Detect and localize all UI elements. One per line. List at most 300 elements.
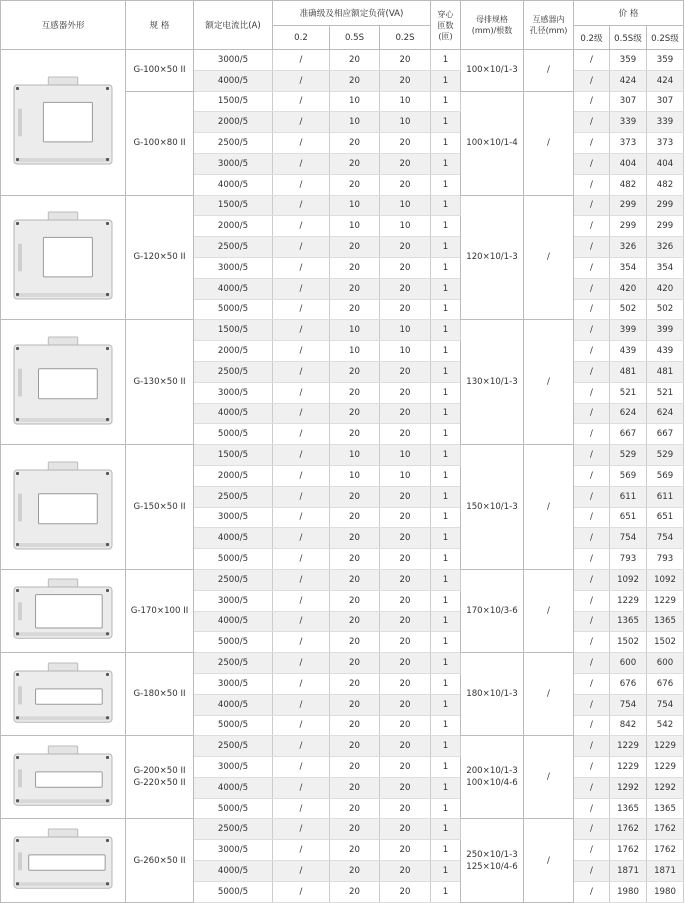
header-spec: 规 格 [126,1,194,50]
price-05s-cell: 404 [610,153,647,174]
price-02s-cell: 1762 [647,819,684,840]
price-05s-cell: 502 [610,299,647,320]
price-05s-cell: 529 [610,445,647,466]
load-02s-cell: 20 [380,361,431,382]
spec-cell [126,50,194,92]
price-05s-cell: 624 [610,403,647,424]
price-02s-cell: 793 [647,549,684,570]
price-02-cell: / [574,91,610,112]
turns-cell: 1 [431,153,461,174]
load-02-cell: / [273,569,330,590]
load-05s-cell: 20 [330,715,380,736]
ratio-cell: 4000/5 [194,611,273,632]
load-02s-cell: 10 [380,112,431,133]
price-05s-cell: 651 [610,507,647,528]
busbar-label: 120×10/1-3 [466,252,518,263]
spec-cell [126,819,194,902]
price-02-cell: / [574,549,610,570]
load-02s-cell: 20 [380,590,431,611]
price-02-cell: / [574,403,610,424]
load-02s-cell: 20 [380,881,431,902]
load-02s-cell: 20 [380,133,431,154]
turns-cell: 1 [431,341,461,362]
hole-cell: / [524,50,574,92]
turns-cell: 1 [431,278,461,299]
load-02s-cell: 20 [380,569,431,590]
load-02-cell: / [273,611,330,632]
load-05s-cell: 20 [330,528,380,549]
turns-cell: 1 [431,819,461,840]
load-05s-cell: 20 [330,424,380,445]
hole-cell: / [524,819,574,902]
price-02-cell: / [574,153,610,174]
load-05s-cell: 10 [330,320,380,341]
ratio-cell: 2500/5 [194,361,273,382]
price-02s-cell: 1502 [647,632,684,653]
turns-cell: 1 [431,653,461,674]
load-05s-cell: 10 [330,112,380,133]
table-row [1,736,684,757]
load-02s-cell: 20 [380,50,431,71]
price-02-cell: / [574,278,610,299]
load-05s-cell: 10 [330,195,380,216]
busbar-label: 125×10/4-6 [466,861,518,872]
load-05s-cell: 20 [330,257,380,278]
price-05s-cell: 359 [610,50,647,71]
turns-cell: 1 [431,112,461,133]
hole-cell: / [524,653,574,736]
load-05s-cell: 20 [330,632,380,653]
price-02-cell: / [574,133,610,154]
busbar-label: 100×10/1-4 [466,138,518,149]
load-02-cell: / [273,445,330,466]
price-05s-cell: 482 [610,174,647,195]
turns-cell: 1 [431,403,461,424]
ct-photo-cell [1,569,126,652]
load-02-cell: / [273,507,330,528]
load-02s-cell: 20 [380,673,431,694]
ct-photo-cell [1,819,126,902]
price-02s-cell: 1980 [647,881,684,902]
price-05s-cell: 299 [610,216,647,237]
price-02-cell: / [574,819,610,840]
price-02s-cell: 542 [647,715,684,736]
table-row [1,569,684,590]
busbar-label: 250×10/1-3 [466,849,518,860]
transformer-square-photo-icon [8,75,118,170]
ratio-cell: 2500/5 [194,653,273,674]
turns-cell: 1 [431,486,461,507]
price-02-cell: / [574,445,610,466]
ratio-cell: 2500/5 [194,819,273,840]
price-02-cell: / [574,70,610,91]
price-05s-cell: 373 [610,133,647,154]
transformer-large-window-photo-icon [8,577,118,644]
ratio-cell: 1500/5 [194,195,273,216]
price-02-cell: / [574,50,610,71]
busbar-cell [461,50,524,92]
load-02-cell: / [273,736,330,757]
spec-cell [126,653,194,736]
load-05s-cell: 20 [330,611,380,632]
busbar-cell [461,91,524,195]
price-02s-cell: 399 [647,320,684,341]
price-02-cell: / [574,237,610,258]
load-02s-cell: 20 [380,694,431,715]
price-02s-cell: 1229 [647,757,684,778]
load-02s-cell: 20 [380,736,431,757]
hole-cell: / [524,320,574,445]
header-price-02: 0.2级 [574,26,610,50]
price-05s-cell: 667 [610,424,647,445]
load-02-cell: / [273,694,330,715]
load-05s-cell: 20 [330,881,380,902]
turns-cell: 1 [431,361,461,382]
turns-cell: 1 [431,549,461,570]
price-05s-cell: 1229 [610,590,647,611]
busbar-label: 100×10/4-6 [466,778,518,789]
price-02s-cell: 651 [647,507,684,528]
load-02-cell: / [273,195,330,216]
price-02-cell: / [574,632,610,653]
load-02-cell: / [273,798,330,819]
turns-cell: 1 [431,320,461,341]
price-02-cell: / [574,777,610,798]
price-02s-cell: 299 [647,195,684,216]
ratio-cell: 2500/5 [194,133,273,154]
price-02-cell: / [574,257,610,278]
header-hole-line1: 互感器内 [532,15,565,24]
load-02-cell: / [273,486,330,507]
ct-photo-cell [1,195,126,320]
ratio-cell: 4000/5 [194,694,273,715]
table-body [1,50,684,903]
turns-cell: 1 [431,50,461,71]
transformer-slot-photo-icon [8,744,118,811]
ratio-cell: 5000/5 [194,881,273,902]
turns-cell: 1 [431,694,461,715]
load-02-cell: / [273,70,330,91]
load-05s-cell: 20 [330,174,380,195]
table-row [1,653,684,674]
price-02-cell: / [574,424,610,445]
load-05s-cell: 20 [330,549,380,570]
price-02-cell: / [574,382,610,403]
load-05s-cell: 20 [330,736,380,757]
load-05s-cell: 20 [330,673,380,694]
load-02s-cell: 20 [380,507,431,528]
table-row [1,195,684,216]
load-02-cell: / [273,528,330,549]
header-load-05s: 0.5S [330,26,380,50]
price-02s-cell: 600 [647,653,684,674]
ratio-cell: 5000/5 [194,424,273,445]
price-05s-cell: 424 [610,70,647,91]
price-02-cell: / [574,798,610,819]
load-02s-cell: 20 [380,403,431,424]
ratio-cell: 2000/5 [194,216,273,237]
header-busbar-line2: (mm)/根数 [471,26,513,35]
price-02-cell: / [574,112,610,133]
ratio-cell: 4000/5 [194,70,273,91]
turns-cell: 1 [431,195,461,216]
ratio-cell: 2000/5 [194,341,273,362]
price-02-cell: / [574,653,610,674]
spec-label: G-100×80 II [133,138,186,149]
price-05s-cell: 1365 [610,798,647,819]
header-load-02s: 0.2S [380,26,431,50]
ratio-cell: 2500/5 [194,237,273,258]
price-02s-cell: 307 [647,91,684,112]
turns-cell: 1 [431,174,461,195]
header-load-group: 准确级及相应额定负荷(VA) [273,1,431,26]
busbar-cell [461,445,524,570]
price-02s-cell: 667 [647,424,684,445]
spec-label: G-220×50 II [133,778,186,789]
turns-cell: 1 [431,881,461,902]
ratio-cell: 2000/5 [194,112,273,133]
turns-cell: 1 [431,715,461,736]
load-05s-cell: 10 [330,216,380,237]
price-02s-cell: 424 [647,70,684,91]
price-02s-cell: 676 [647,673,684,694]
load-02-cell: / [273,819,330,840]
price-02-cell: / [574,569,610,590]
load-02-cell: / [273,133,330,154]
load-02s-cell: 20 [380,715,431,736]
price-02s-cell: 439 [647,341,684,362]
hole-cell: / [524,91,574,195]
load-05s-cell: 20 [330,507,380,528]
load-02s-cell: 20 [380,653,431,674]
load-05s-cell: 10 [330,465,380,486]
ct-photo-cell [1,320,126,445]
price-05s-cell: 611 [610,486,647,507]
table-row [1,320,684,341]
load-05s-cell: 20 [330,486,380,507]
load-05s-cell: 10 [330,91,380,112]
load-02s-cell: 20 [380,257,431,278]
ratio-cell: 1500/5 [194,445,273,466]
price-02-cell: / [574,320,610,341]
load-02s-cell: 20 [380,861,431,882]
ratio-cell: 1500/5 [194,320,273,341]
load-05s-cell: 10 [330,341,380,362]
load-02s-cell: 20 [380,237,431,258]
spec-label: G-180×50 II [133,689,186,700]
price-02s-cell: 404 [647,153,684,174]
turns-cell: 1 [431,91,461,112]
price-02-cell: / [574,341,610,362]
price-05s-cell: 600 [610,653,647,674]
hole-cell: / [524,195,574,320]
header-shape: 互感器外形 [1,1,126,50]
load-02-cell: / [273,153,330,174]
busbar-label: 180×10/1-3 [466,689,518,700]
turns-cell: 1 [431,590,461,611]
load-02s-cell: 20 [380,757,431,778]
price-02s-cell: 569 [647,465,684,486]
busbar-label: 100×10/1-3 [466,65,518,76]
spec-cell [126,445,194,570]
price-02-cell: / [574,590,610,611]
turns-cell: 1 [431,465,461,486]
load-05s-cell: 20 [330,694,380,715]
spec-label: G-100×50 II [133,65,186,76]
ratio-cell: 4000/5 [194,278,273,299]
price-02s-cell: 1762 [647,840,684,861]
price-05s-cell: 569 [610,465,647,486]
price-02-cell: / [574,694,610,715]
price-05s-cell: 307 [610,91,647,112]
load-05s-cell: 20 [330,757,380,778]
load-02-cell: / [273,257,330,278]
load-02s-cell: 20 [380,486,431,507]
transformer-long-slot-photo-icon [8,827,118,894]
load-05s-cell: 20 [330,278,380,299]
load-02-cell: / [273,361,330,382]
spec-cell [126,320,194,445]
turns-cell: 1 [431,569,461,590]
turns-cell: 1 [431,257,461,278]
ratio-cell: 3000/5 [194,153,273,174]
turns-cell: 1 [431,299,461,320]
load-02-cell: / [273,840,330,861]
price-05s-cell: 754 [610,528,647,549]
load-02s-cell: 20 [380,632,431,653]
price-02s-cell: 1365 [647,611,684,632]
load-02-cell: / [273,653,330,674]
spec-label: G-260×50 II [133,855,186,866]
header-turns [431,1,461,50]
load-02-cell: / [273,237,330,258]
busbar-cell [461,569,524,652]
ratio-cell: 5000/5 [194,299,273,320]
load-02-cell: / [273,50,330,71]
price-05s-cell: 1292 [610,777,647,798]
spec-label: G-130×50 II [133,377,186,388]
price-02-cell: / [574,840,610,861]
price-02-cell: / [574,715,610,736]
load-05s-cell: 20 [330,403,380,424]
busbar-label: 150×10/1-3 [466,502,518,513]
price-02s-cell: 1229 [647,590,684,611]
price-05s-cell: 521 [610,382,647,403]
turns-cell: 1 [431,673,461,694]
price-02-cell: / [574,611,610,632]
ratio-cell: 3000/5 [194,50,273,71]
load-02-cell: / [273,757,330,778]
load-02s-cell: 20 [380,382,431,403]
header-load-02: 0.2 [273,26,330,50]
ratio-cell: 4000/5 [194,174,273,195]
price-02-cell: / [574,881,610,902]
ratio-cell: 3000/5 [194,590,273,611]
turns-cell: 1 [431,777,461,798]
hole-cell: / [524,445,574,570]
price-02s-cell: 420 [647,278,684,299]
spec-cell [126,569,194,652]
load-02s-cell: 20 [380,549,431,570]
load-02-cell: / [273,777,330,798]
load-02-cell: / [273,549,330,570]
price-02s-cell: 481 [647,361,684,382]
load-05s-cell: 20 [330,798,380,819]
busbar-label: 130×10/1-3 [466,377,518,388]
ratio-cell: 1500/5 [194,91,273,112]
ratio-cell: 2500/5 [194,486,273,507]
price-02-cell: / [574,465,610,486]
price-02s-cell: 359 [647,50,684,71]
price-02s-cell: 354 [647,257,684,278]
price-05s-cell: 1365 [610,611,647,632]
transformer-wide-photo-icon [8,460,118,555]
load-02s-cell: 10 [380,465,431,486]
table-row [1,819,684,840]
price-02-cell: / [574,174,610,195]
ratio-cell: 3000/5 [194,757,273,778]
turns-cell: 1 [431,133,461,154]
spec-label: G-150×50 II [133,502,186,513]
spec-label: G-200×50 II [133,766,186,777]
price-05s-cell: 1980 [610,881,647,902]
header-busbar [461,1,524,50]
price-02s-cell: 754 [647,528,684,549]
header-turns-line1: 穿心 [437,9,454,19]
load-02-cell: / [273,216,330,237]
load-05s-cell: 20 [330,50,380,71]
price-05s-cell: 1502 [610,632,647,653]
ratio-cell: 3000/5 [194,507,273,528]
header-price-group: 价 格 [574,1,684,26]
load-05s-cell: 20 [330,653,380,674]
transformer-square-photo-icon [8,210,118,305]
turns-cell: 1 [431,528,461,549]
load-02-cell: / [273,112,330,133]
busbar-label: 170×10/3-6 [466,606,518,617]
load-05s-cell: 20 [330,777,380,798]
price-05s-cell: 1229 [610,757,647,778]
price-05s-cell: 439 [610,341,647,362]
price-02-cell: / [574,861,610,882]
turns-cell: 1 [431,840,461,861]
ratio-cell: 4000/5 [194,861,273,882]
turns-cell: 1 [431,237,461,258]
ratio-cell: 3000/5 [194,840,273,861]
price-02s-cell: 373 [647,133,684,154]
header-turns-line3: (匝) [438,31,453,41]
load-02s-cell: 20 [380,840,431,861]
turns-cell: 1 [431,798,461,819]
load-02s-cell: 20 [380,70,431,91]
load-02-cell: / [273,403,330,424]
ratio-cell: 5000/5 [194,549,273,570]
price-02s-cell: 1365 [647,798,684,819]
price-05s-cell: 793 [610,549,647,570]
header-ratio: 额定电流比(A) [194,1,273,50]
load-05s-cell: 20 [330,819,380,840]
load-05s-cell: 20 [330,569,380,590]
price-05s-cell: 754 [610,694,647,715]
price-02-cell: / [574,673,610,694]
load-02s-cell: 20 [380,819,431,840]
table-row [1,50,684,71]
turns-cell: 1 [431,757,461,778]
header-price-05s: 0.5S级 [610,26,647,50]
ratio-cell: 4000/5 [194,528,273,549]
load-02-cell: / [273,382,330,403]
price-02s-cell: 624 [647,403,684,424]
